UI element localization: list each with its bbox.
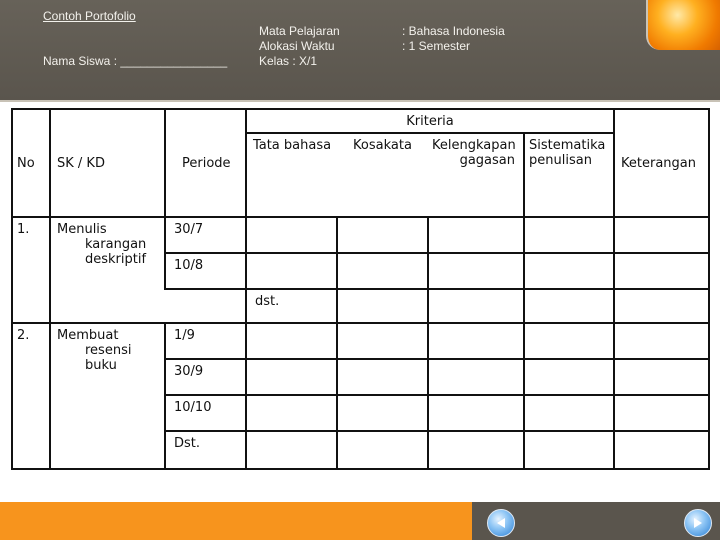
header-sk-kd: SK / KD: [50, 109, 165, 217]
alokasi-label: Alokasi Waktu: [259, 39, 335, 53]
footer-bar-orange: [0, 502, 472, 540]
table-row: [12, 323, 709, 359]
periode-cell: 10/8: [165, 253, 246, 289]
header-periode: Periode: [165, 109, 246, 217]
next-slide-button[interactable]: [684, 509, 712, 537]
header-keterangan: Keterangan: [614, 109, 709, 217]
header-kriteria: Kriteria: [246, 109, 614, 133]
header-tata-bahasa: Tata bahasa: [246, 133, 337, 217]
arrow-left-icon: [494, 516, 508, 530]
periode-cell: 1/9: [165, 323, 246, 359]
row-sk-kd: Membuat resensi buku: [50, 323, 165, 469]
periode-cell: 10/10: [165, 395, 246, 431]
mapel-value: : Bahasa Indonesia: [402, 24, 505, 38]
periode-cell: Dst.: [165, 431, 246, 469]
slide-header: [0, 0, 720, 100]
row-no: 1.: [12, 217, 50, 323]
kelas-label: Kelas : X/1: [259, 54, 318, 68]
header-no: No: [12, 109, 50, 217]
row-no: 2.: [12, 323, 50, 469]
table-row: [12, 217, 709, 253]
periode-cell: 30/7: [165, 217, 246, 253]
prev-slide-button[interactable]: [487, 509, 515, 537]
kriteria-table: [11, 108, 710, 470]
header-kosakata: Kosakata: [337, 133, 428, 217]
header-kelengkapan-gagasan: Kelengkapan gagasan: [428, 133, 524, 217]
orange-orb-decoration: [646, 0, 720, 50]
arrow-right-icon: [691, 516, 705, 530]
row-sk-kd: Menulis karangan deskriptif: [50, 217, 165, 289]
nama-siswa-label: Nama Siswa : ________________: [43, 54, 228, 68]
mapel-label: Mata Pelajaran: [259, 24, 340, 38]
periode-cell: 30/9: [165, 359, 246, 395]
table-row: [12, 289, 709, 323]
header-sistematika-penulisan: Sistematika penulisan: [524, 133, 614, 217]
periode-cell: dst.: [246, 289, 337, 323]
page-title[interactable]: Contoh Portofolio: [43, 9, 136, 23]
alokasi-value: : 1 Semester: [402, 39, 471, 53]
